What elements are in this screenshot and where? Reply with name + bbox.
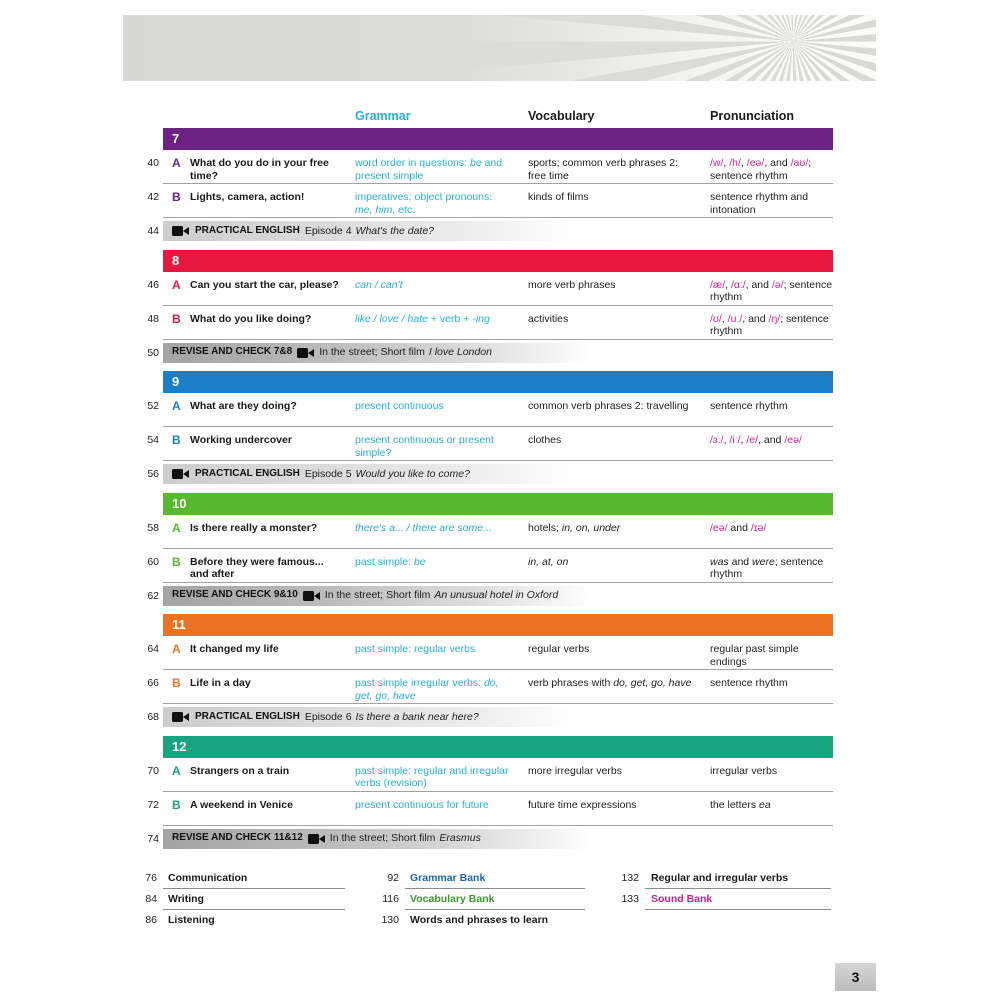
page-number: 84 [145,893,157,905]
pronunciation-text: , and [745,278,772,291]
phoneme: /ə/ [771,278,784,291]
vocabulary-text: sports; common verb phrases 2: free time [528,157,678,182]
pronunciation-cell [710,313,834,338]
section-label: REVISE AND CHECK 7&8 [172,346,293,358]
grammar-text: past simple: regular verbs [355,643,476,655]
vocabulary-text: more verb phrases [528,278,616,291]
pronunciation-text: ; sentence rhythm [710,555,824,580]
index-item [381,910,585,931]
grammar-cell [355,400,510,413]
phoneme: /eə/ [710,521,728,534]
lesson-letter: A [172,399,181,413]
vocabulary-text: common verb phrases 2: travelling [528,400,689,412]
section-label: PRACTICAL ENGLISH [195,224,300,236]
page-number: 58 [147,521,159,534]
unit-number: 9 [172,374,180,389]
unit-header-bar [163,250,833,272]
grammar-text: present continuous for future [355,798,489,811]
vocabulary-column-header: Vocabulary [528,109,595,123]
pronunciation-text: , [723,434,730,446]
grammar-text: me, him, [355,203,396,216]
index-label: Listening [168,914,215,926]
page-number: 42 [147,191,159,203]
index-label: Words and phrases to learn [410,914,549,926]
pronunciation-cell [710,765,834,778]
grammar-cell [355,434,510,459]
vocabulary-cell [528,279,695,292]
pronunciation-cell [710,400,834,413]
index-column [145,868,345,931]
vocabulary-cell [528,522,695,535]
grammar-text: be [469,157,482,169]
video-camera-icon [308,834,325,844]
pronunciation-text: sentence rhythm [710,400,788,412]
vocabulary-text: regular verbs [528,643,590,655]
pronunciation-text: , and [758,434,785,446]
unit-number: 8 [172,252,180,268]
page-number: 72 [147,798,159,811]
pronunciation-cell [710,279,834,304]
page-number: 74 [147,832,159,845]
grammar-text: past simple: [355,555,414,568]
pronunciation-text: was [710,555,729,568]
video-camera-icon [172,469,189,479]
grammar-text: be [413,555,426,568]
page-number: 70 [147,764,159,777]
page-number: 130 [381,914,399,926]
unit-11 [147,614,833,727]
unit-number: 12 [172,738,187,754]
unit-header-bar [163,128,833,150]
vocabulary-cell [528,556,695,569]
pronunciation-text: irregular verbs [710,764,778,777]
grammar-text: + verb + [427,312,473,325]
index-item [382,889,585,910]
page-number: 52 [147,400,159,412]
vocabulary-cell [528,157,695,182]
pronunciation-text: , [721,312,728,325]
grammar-text: etc. [395,203,416,216]
page-number: 44 [147,225,159,237]
unit-number: 11 [172,617,186,632]
unit-7 [147,128,833,241]
vocabulary-text: kinds of films [528,191,589,203]
phoneme: /ɜː/ [710,434,724,446]
video-description: In the street; Short film [329,832,436,845]
video-title: An unusual hotel in Oxford [434,589,559,602]
header-banner [123,15,876,81]
pronunciation-text: regular past simple endings [710,643,799,668]
practical-english-row [147,464,833,484]
pronunciation-text: sentence rhythm and intonation [710,191,809,216]
lesson-letter: B [172,676,181,690]
index-column [381,868,585,931]
pronunciation-cell [710,191,834,216]
unit-9 [147,371,833,484]
contents-table [147,128,833,857]
lesson-letter: B [172,797,181,812]
video-title: Erasmus [439,832,481,845]
phoneme: /w/ [710,157,724,169]
grammar-cell [355,313,510,326]
section-label: PRACTICAL ENGLISH [195,710,300,722]
pronunciation-text: ea [759,798,771,811]
lesson-row [147,515,833,549]
section-label: PRACTICAL ENGLISH [195,467,300,479]
practical-english-row [147,221,833,241]
pronunciation-text: , [740,157,747,169]
pronunciation-cell [710,157,834,182]
section-label: REVISE AND CHECK 9&10 [172,589,298,601]
index-label: Grammar Bank [410,872,486,884]
video-camera-icon [303,591,320,601]
pronunciation-text: , [740,434,747,446]
lesson-title: Before they were famous... and after [190,555,324,580]
grammar-cell [355,677,510,702]
index-label: Communication [168,872,248,884]
pronunciation-cell [710,434,834,447]
pronunciation-cell [710,677,834,690]
unit-number: 7 [172,131,180,146]
lesson-title: Can you start the car, please? [190,278,339,291]
lesson-row [147,306,833,340]
video-title: Is there a bank near here? [355,710,479,723]
index-label: Sound Bank [651,893,713,905]
vocabulary-cell [528,677,695,690]
pronunciation-text: , [723,157,730,169]
grammar-cell [355,279,510,292]
lesson-letter: B [172,311,181,326]
video-description: In the street; Short film [319,346,425,359]
unit-header-bar [163,493,833,515]
page-number: 46 [147,278,159,291]
index-label: Vocabulary Bank [410,893,495,905]
vocabulary-cell [528,400,695,413]
video-title: I love London [428,346,492,359]
lesson-title: Life in a day [190,677,251,689]
lesson-letter: A [172,277,181,292]
video-camera-icon [172,226,189,236]
phoneme: /aʊ/ [790,157,809,169]
page-number: 54 [147,434,159,446]
lesson-title: Working undercover [190,434,292,446]
grammar-cell [355,157,510,182]
grammar-cell [355,522,510,535]
phoneme: /ɪə/ [750,521,767,534]
episode-number: Episode 4 [304,224,352,237]
lesson-title: What do you do in your free time? [190,157,329,182]
unit-8 [147,250,833,363]
lesson-title: What are they doing? [190,400,297,412]
pronunciation-text: were [752,555,775,568]
vocabulary-cell [528,765,695,778]
page-number: 66 [147,677,159,689]
page-number: 133 [621,893,639,905]
unit-12 [147,736,833,849]
page-number: 132 [621,872,639,884]
page-number: 76 [145,872,157,884]
video-camera-icon [172,712,189,722]
video-camera-icon [297,348,314,358]
page-number: 48 [147,312,159,325]
grammar-cell [355,799,510,812]
grammar-text: word order in questions: [355,157,470,169]
phoneme: /ɑː/ [731,278,746,291]
vocabulary-text: verb phrases with [528,677,614,689]
lesson-title: A weekend in Venice [190,798,293,811]
page-number: 68 [147,711,159,723]
pronunciation-text: ; sentence rhythm [710,312,829,337]
index-item [621,868,831,889]
page-number: 60 [147,555,159,568]
index-item [621,889,831,910]
lesson-row [147,636,833,670]
index-item [387,868,585,889]
grammar-text: past simple: regular and irregular verbs (revision) [355,764,509,789]
revise-and-check-row [147,586,833,606]
vocabulary-cell [528,191,695,204]
page-number: 40 [147,157,159,169]
pronunciation-text: , and [764,157,791,169]
lesson-letter: B [172,433,181,447]
index-item [145,868,345,889]
grammar-cell [355,643,510,656]
video-description: In the street; Short film [324,589,431,602]
lesson-letter: A [172,156,181,170]
unit-header-bar [163,371,833,393]
lesson-row [147,549,833,583]
phoneme: /eə/ [784,434,802,446]
pronunciation-text: and [728,555,753,568]
grammar-text: present continuous or present simple? [355,434,494,459]
vocabulary-cell [528,313,695,326]
pronunciation-cell [710,522,834,535]
lesson-row [147,393,833,427]
page-number-badge: 3 [835,963,876,991]
lesson-letter: B [172,190,181,204]
page-number: 56 [147,468,159,480]
column-headers [163,109,833,127]
page-number: 116 [382,893,399,905]
lesson-title: Is there really a monster? [190,521,318,534]
pronunciation-text: and [727,521,751,534]
video-title: What's the date? [355,224,434,237]
lesson-row [147,427,833,461]
vocabulary-text: clothes [528,434,562,446]
vocabulary-text: in, at, on [528,555,569,568]
lesson-row [147,272,833,306]
lesson-letter: A [172,642,181,656]
phoneme: /h/ [729,157,741,169]
phoneme: /æ/ [710,278,726,291]
phoneme: /uː/ [727,312,743,325]
pronunciation-text: ; sentence rhythm [710,278,833,303]
pronunciation-text: sentence rhythm [710,677,788,689]
index-item [145,910,345,931]
lesson-letter: B [172,554,181,569]
vocabulary-text: in, on, under [561,521,621,534]
page-number: 86 [145,914,157,926]
phoneme: /ʊ/ [710,312,722,325]
lesson-title: Lights, camera, action! [190,191,305,203]
grammar-cell [355,556,510,569]
pronunciation-text: the letters [710,798,760,811]
vocabulary-cell [528,799,695,812]
section-label: REVISE AND CHECK 11&12 [172,832,303,844]
grammar-column-header: Grammar [355,109,411,123]
page-number: 50 [147,346,159,359]
vocabulary-cell [528,434,695,447]
vocabulary-text: activities [528,312,569,325]
pronunciation-text: , and [742,312,769,325]
lesson-title: What do you like doing? [190,312,312,325]
pronunciation-cell [710,643,834,668]
lesson-title: Strangers on a train [190,764,290,777]
grammar-text: and present simple [355,157,503,182]
grammar-text: present continuous [355,400,444,412]
grammar-cell [355,765,510,790]
revise-and-check-row [147,829,833,849]
practical-english-row [147,707,833,727]
grammar-text: there's a... / there are some... [355,521,492,534]
lesson-row [147,758,833,792]
index-label: Regular and irregular verbs [651,872,789,884]
unit-header-bar [163,736,833,758]
phoneme: /eə/ [746,157,765,169]
lesson-row [147,184,833,218]
page-number: 62 [147,589,159,602]
unit-header-bar [163,614,833,636]
revise-and-check-row [147,343,833,363]
phoneme: /e/ [746,434,759,446]
pronunciation-cell [710,799,834,812]
grammar-text: do, get, go, have [355,677,499,702]
vocabulary-text: do, get, go, have [613,677,692,689]
video-title: Would you like to come? [355,467,470,480]
unit-number: 10 [172,495,187,511]
lesson-letter: A [172,763,181,778]
vocabulary-text: more irregular verbs [528,764,622,777]
grammar-text: imperatives; object pronouns: [355,191,493,203]
index-item [145,889,345,910]
pronunciation-column-header: Pronunciation [710,109,795,123]
index-footer [0,868,1000,938]
phoneme: /iː/ [729,434,741,446]
lesson-letter: A [172,520,181,535]
index-column [621,868,831,910]
pronunciation-cell [710,556,834,581]
grammar-text: past simple irregular verbs: [355,677,484,689]
index-label: Writing [168,893,204,905]
grammar-text: like / love / hate [355,312,428,325]
pronunciation-text: ; sentence rhythm [710,157,812,182]
unit-10 [147,493,833,606]
pronunciation-text: , [725,278,732,291]
grammar-text: -ing [472,312,490,325]
page-number: 92 [387,872,399,884]
grammar-cell [355,191,510,216]
vocabulary-text: future time expressions [528,798,637,811]
vocabulary-text: hotels; [528,521,562,534]
lesson-row [147,792,833,826]
lesson-row [147,670,833,704]
lesson-row [147,150,833,184]
lesson-title: It changed my life [190,643,279,655]
episode-number: Episode 6 [304,710,352,723]
grammar-text: can / can't [355,278,403,291]
page-number: 64 [147,643,159,655]
vocabulary-cell [528,643,695,656]
phoneme: /ŋ/ [768,312,781,325]
episode-number: Episode 5 [304,467,352,480]
